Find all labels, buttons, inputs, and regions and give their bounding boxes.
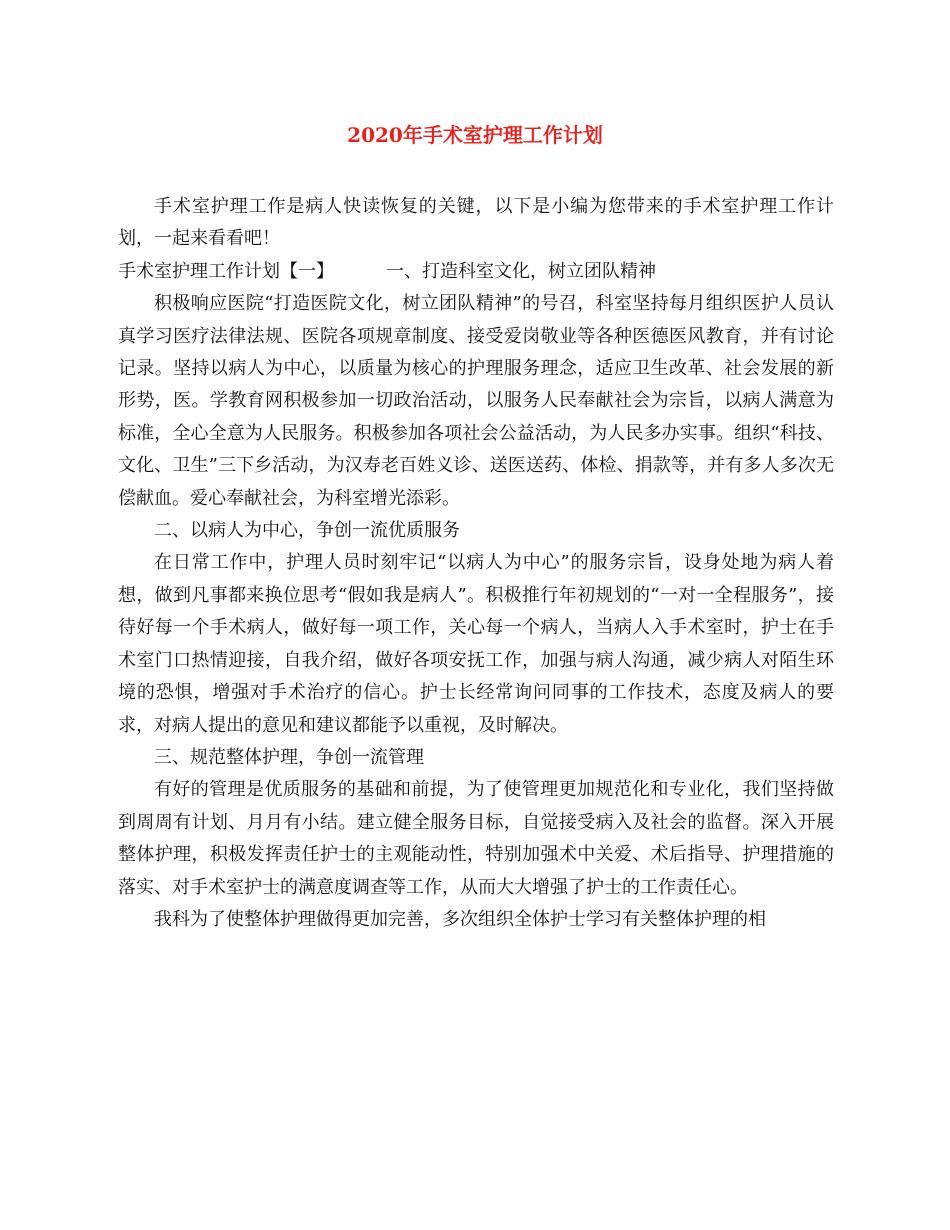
document-body [118,191,834,936]
section1-paragraph: 积极响应医院“打造医院文化，树立团队精神”的号召，科室坚持每月组织医护人员认真学习医疗法律法规、医院各项规章制度、接受爱岗敬业等各种医德医风教育，并有讨论记录。坚持以病人为中心，以质量为核心的护理服务理念，适应卫生改革、社会发展的新形势，医。学教育网积极参加一切政治活动，以服务人民奉献社会为宗旨，以病人满意为标准，全心全意为人民服务。积极参加各项社会公益活动，为人民多办实事。组织“科技、文化、卫生”三下乡活动，为汉寿老百姓义诊、送医送药、体检、捐款等，并有多人多次无偿献血。爱心奉献社会，为科室增光添彩。 [118,293,834,509]
plan-label: 手术室护理工作计划【一】 [118,260,334,282]
document-title: 2020年手术室护理工作计划 [347,123,603,147]
plan-heading-line [118,256,834,288]
section3-paragraph: 有好的管理是优质服务的基础和前提，为了使管理更加规范化和专业化，我们坚持做到周周有计划、月月有小结。建立健全服务目标，自觉接受病入及社会的监督。深入开展整体护理，积极发挥责任护士的主观能动性，特别加强术中关爱、术后指导、护理措施的落实、对手术室护士的满意度调查等工作，从而大大增强了护士的工作责任心。 [118,779,834,898]
section2-paragraph: 在日常工作中，护理人员时刻牢记“以病人为中心”的服务宗旨，设身处地为病人着想，做到凡事都来换位思考“假如我是病人”。积极推行年初规划的“一对一全程服务”，接待好每一个手术病人，做好每一项工作，关心每一个病人，当病人入手术室时，护士在手术室门口热情迎接，自我介绍，做好各项安抚工作，加强与病人沟通，减少病人对陌生环境的恐惧，增强对手术治疗的信心。护士长经常询问同事的工作技术，态度及病人的要求，对病人提出的意见和建议都能予以重视，及时解决。 [118,552,834,736]
section2-heading: 二、以病人为中心，争创一流优质服务 [154,520,460,542]
section1-heading: 一、打造科室文化，树立团队精神 [386,260,656,282]
section3-heading: 三、规范整体护理，争创一流管理 [154,746,424,768]
section3-paragraph-2: 我科为了使整体护理做得更加完善，多次组织全体护士学习有关整体护理的相 [154,908,766,930]
intro-paragraph: 手术室护理工作是病人快读恢复的关键，以下是小编为您带来的手术室护理工作计划，一起来看看吧！ [118,196,834,250]
